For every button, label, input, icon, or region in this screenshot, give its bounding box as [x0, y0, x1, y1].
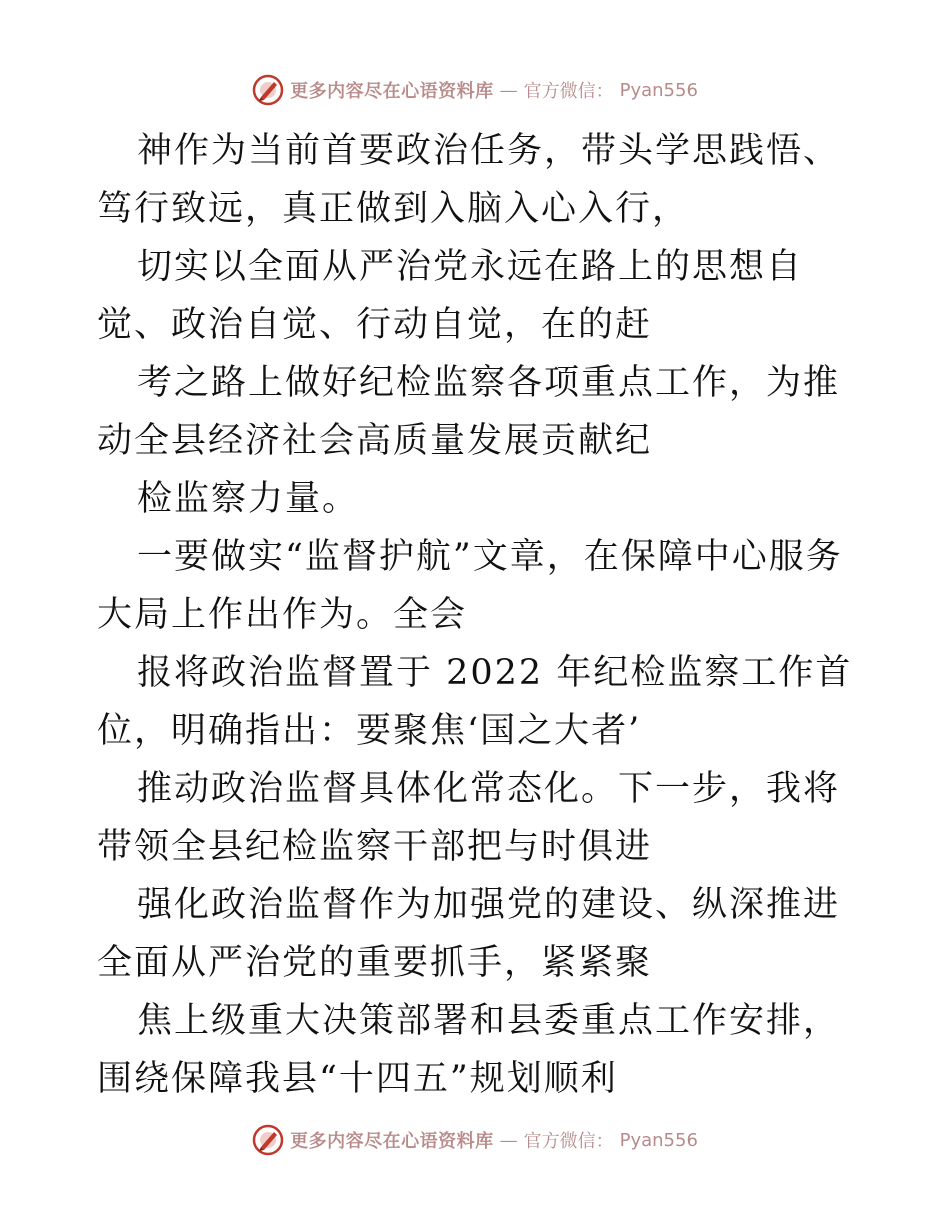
brand-logo-icon — [252, 1124, 284, 1156]
paragraph: 强化政治监督作为加强党的建设、纵深推进全面从严治党的重要抓手，紧紧聚 — [97, 885, 841, 983]
watermark-separator: — — [499, 1129, 518, 1151]
brand-logo-icon — [252, 74, 284, 106]
paragraph: 考之路上做好纪检监察各项重点工作，为推动全县经济社会高质量发展贡献纪 — [97, 363, 841, 461]
watermark-account-id: Pyan556 — [619, 79, 698, 101]
watermark-official-label: 官方微信： — [523, 81, 614, 102]
watermark-separator: — — [499, 79, 518, 101]
watermark-brand-text: 更多内容尽在心语资料库 — [290, 81, 494, 102]
paragraph: 报将政治监督置于 2022 年纪检监察工作首位，明确指出：要聚焦‘国之大者’ — [97, 653, 853, 751]
paragraph: 一要做实“监督护航”文章，在保障中心服务大局上作出作为。全会 — [97, 537, 843, 635]
header-watermark — [0, 70, 950, 110]
paragraph: 推动政治监督具体化常态化。下一步，我将带领全县纪检监察干部把与时俱进 — [97, 769, 841, 867]
watermark-brand-text: 更多内容尽在心语资料库 — [290, 1131, 494, 1152]
watermark-official-label: 官方微信： — [523, 1131, 614, 1152]
document-body — [97, 122, 857, 1108]
watermark-account-id: Pyan556 — [619, 1129, 698, 1151]
paragraph: 焦上级重大决策部署和县委重点工作安排，围绕保障我县“十四五”规划顺利 — [97, 1001, 841, 1099]
paragraph: 检监察力量。 — [137, 479, 360, 519]
paragraph: 神作为当前首要政治任务，带头学思践悟、笃行致远，真正做到入脑入心入行， — [97, 131, 841, 229]
paragraph: 切实以全面从严治党永远在路上的思想自觉、政治自觉、行动自觉，在的赶 — [97, 247, 804, 345]
footer-watermark — [0, 1120, 950, 1160]
